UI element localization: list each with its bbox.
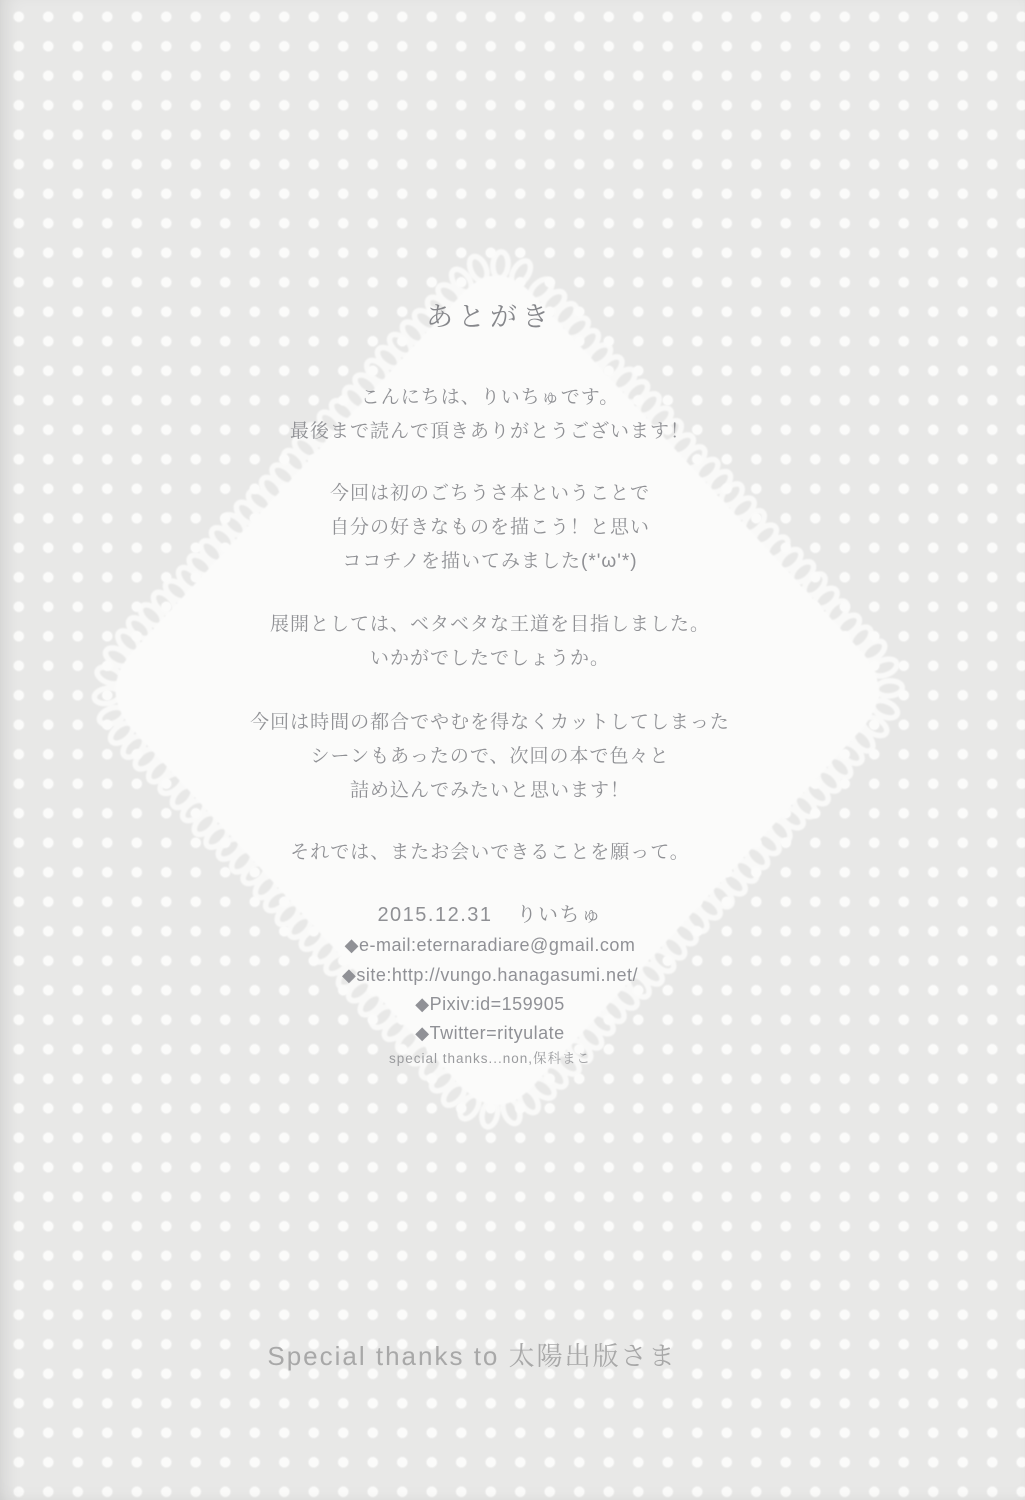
contact-website: ◆site:http://vungo.hanagasumi.net/	[341, 965, 639, 985]
text-line: ココチノを描いてみました(*'ω'*)	[342, 551, 638, 572]
text-line: それでは、またお会いできることを願って。	[290, 842, 690, 863]
text-line: 自分の好きなものを描こう！と思い	[329, 517, 650, 538]
text-line: 今回は初のごちうさ本ということで	[329, 483, 650, 504]
contact-pixiv: ◆Pixiv:id=159905	[415, 994, 565, 1014]
special-thanks-note: special thanks...non,保科まこ	[388, 1051, 592, 1066]
text-line: 詰め込んでみたいと思います！	[349, 780, 630, 801]
publisher-thanks: Special thanks to 太陽出版さま	[267, 1341, 677, 1371]
signature-name: りいちゅ	[516, 904, 603, 926]
text-line: 展開としては、ベタベタな王道を目指しました。	[269, 614, 710, 635]
page-title: あとがき	[426, 302, 554, 332]
text-line: こんにちは、りいちゅです。	[360, 387, 620, 408]
text-line: いかがでしたでしょうか。	[369, 648, 610, 669]
signature-date: 2015.12.31	[377, 904, 493, 926]
doily-diamond-shape	[116, 276, 879, 1106]
contact-email: ◆e-mail:eternaradiare@gmail.com	[344, 935, 636, 955]
contact-twitter: ◆Twitter=rityulate	[415, 1023, 565, 1043]
text-line: 最後まで読んで頂きありがとうございます！	[289, 421, 690, 442]
text-line: 今回は時間の都合でやむを得なくカットしてしまった	[250, 712, 730, 733]
text-line: シーンもあったので、次回の本で色々と	[310, 746, 670, 767]
